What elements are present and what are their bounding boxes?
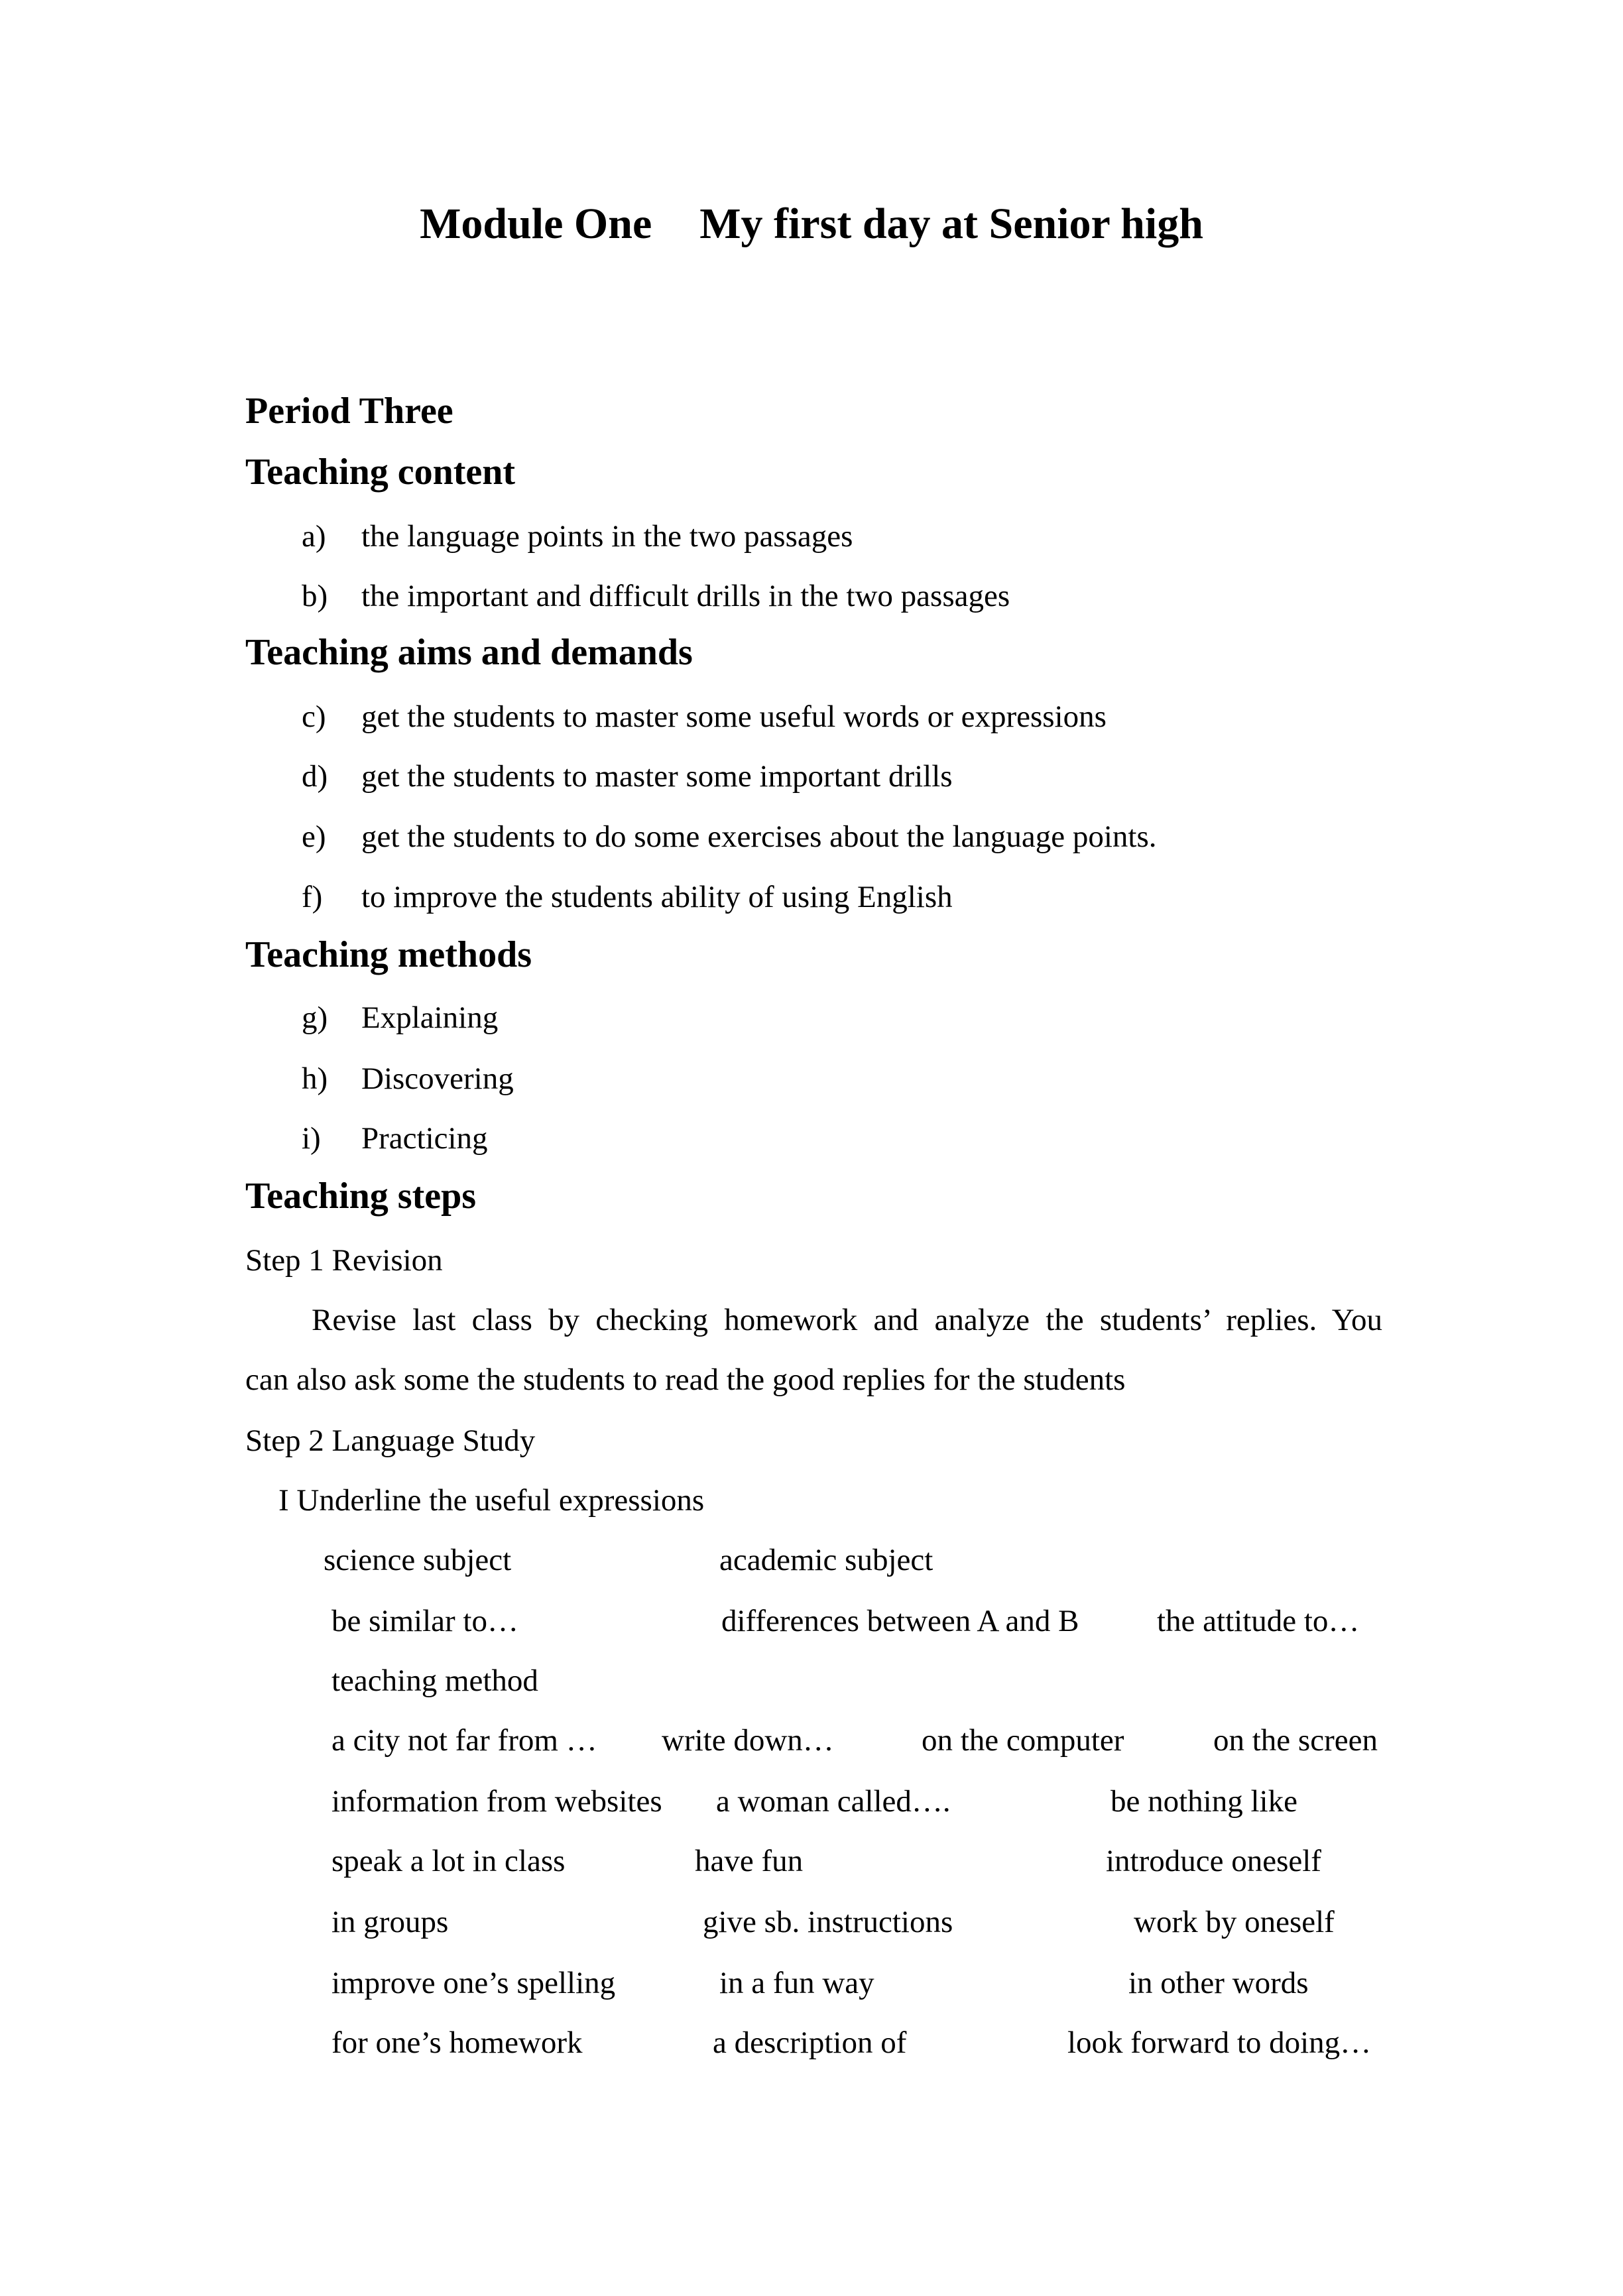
step-1-line-1: Revise last class by checking homework and analyze the students’ replies. You	[312, 1303, 1382, 1337]
step-1-line-2: can also ask some the students to read the good replies for the students	[245, 1362, 1126, 1397]
list-item: d) get the students to master some important drills	[302, 759, 953, 794]
expression: in a fun way	[719, 1966, 874, 2000]
title-module: Module One	[420, 200, 652, 248]
expression: be nothing like	[1111, 1784, 1297, 1819]
list-item: c) get the students to master some useful words or expressions	[302, 699, 1107, 734]
list-item: e) get the students to do some exercises about the language points.	[302, 819, 1157, 854]
section-heading-steps: Teaching steps	[245, 1176, 477, 1217]
expression: a description of	[713, 2025, 907, 2060]
period-heading: Period Three	[245, 391, 453, 432]
expression: for one’s homework	[331, 2025, 583, 2060]
expression: look forward to doing…	[1067, 2025, 1372, 2060]
expression: science subject	[324, 1543, 512, 1577]
section-heading-content: Teaching content	[245, 452, 516, 493]
expression: teaching method	[331, 1663, 538, 1698]
expression: differences between A and B	[721, 1604, 1079, 1638]
step-1-title: Step 1 Revision	[245, 1243, 443, 1278]
expression: work by oneself	[1134, 1905, 1335, 1939]
section-heading-aims: Teaching aims and demands	[245, 632, 693, 673]
list-item: f) to improve the students ability of using English	[302, 880, 953, 914]
list-item: i) Practicing	[302, 1121, 488, 1156]
expression: the attitude to…	[1157, 1604, 1360, 1638]
expression: on the computer	[922, 1723, 1124, 1758]
list-item: g) Explaining	[302, 1000, 499, 1035]
expression: a city not far from …	[331, 1723, 597, 1758]
expression: information from websites	[331, 1784, 662, 1819]
expression: on the screen	[1213, 1723, 1378, 1758]
expression: introduce oneself	[1106, 1844, 1321, 1878]
list-item: h) Discovering	[302, 1061, 514, 1096]
expression: in groups	[331, 1905, 449, 1939]
expression: a woman called….	[716, 1784, 951, 1819]
title-subject: My first day at Senior high	[699, 200, 1203, 248]
step-2-subtitle: I Underline the useful expressions	[278, 1483, 705, 1518]
expression: give sb. instructions	[703, 1905, 953, 1939]
expression: academic subject	[719, 1543, 933, 1577]
expression: speak a lot in class	[331, 1844, 566, 1878]
list-item: b) the important and difficult drills in the two passages	[302, 579, 1010, 613]
expression: write down…	[662, 1723, 834, 1758]
expression: improve one’s spelling	[331, 1966, 616, 2000]
page-title	[0, 199, 1623, 249]
expression: have fun	[695, 1844, 804, 1878]
step-2-title: Step 2 Language Study	[245, 1423, 536, 1458]
list-item: a) the language points in the two passages	[302, 519, 853, 554]
section-heading-methods: Teaching methods	[245, 934, 532, 975]
expression: in other words	[1128, 1966, 1309, 2000]
expression: be similar to…	[331, 1604, 518, 1638]
